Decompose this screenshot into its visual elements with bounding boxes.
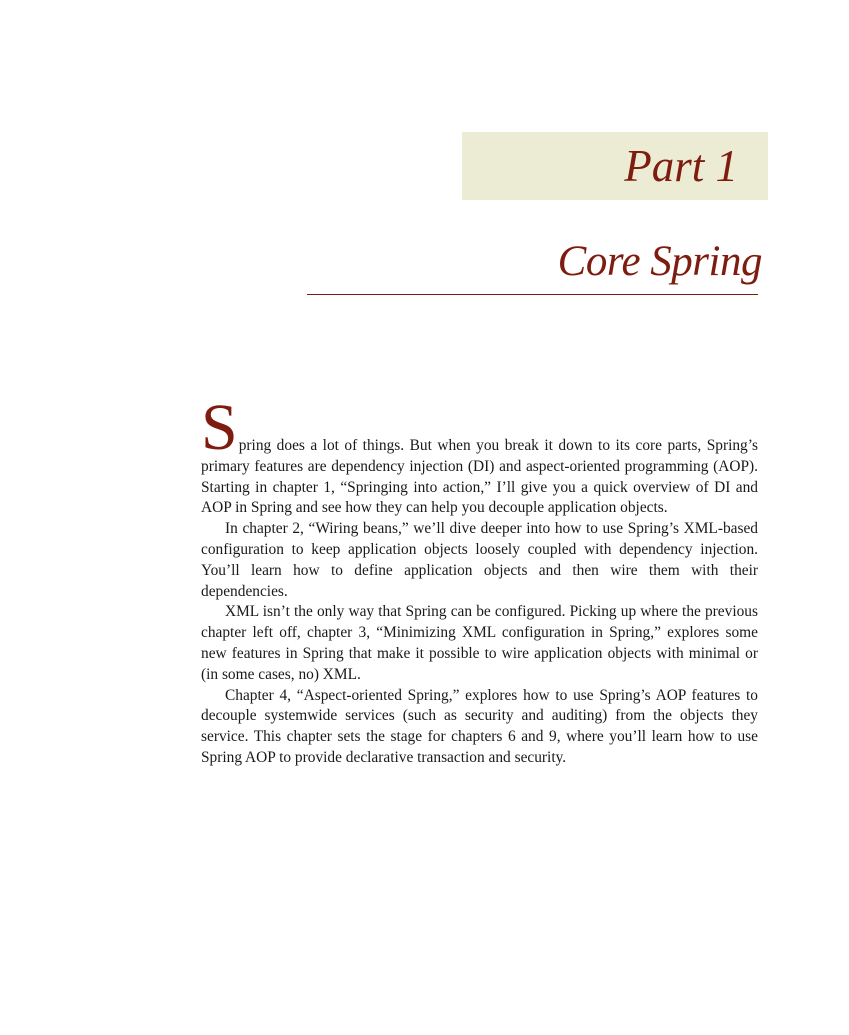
part-introduction xyxy=(201,391,758,769)
title-divider xyxy=(307,294,758,295)
part-label: Part 1 xyxy=(624,141,738,191)
drop-cap: S xyxy=(201,391,238,464)
part-title: Core Spring xyxy=(557,238,762,285)
intro-paragraph-3: XML isn’t the only way that Spring can be configured. Picking up where the previous chapter left off, chapter 3, “Minimizing XML configuration in Spring,” explores some new features in Spring that make it possible to wire application objects with minimal or (in some cases, no) XML. xyxy=(201,603,758,683)
intro-paragraph-1-text: pring does a lot of things. But when you break it down to its core parts, Spring’s primary features are dependency injection (DI) and aspect-oriented programming (AOP). Starting in chapter 1, “Springing into action,” I’ll give you a quick overview of DI and AOP in Spring and see how they can help you decouple application objects. xyxy=(201,437,758,517)
intro-paragraph-2: In chapter 2, “Wiring beans,” we’ll dive deeper into how to use Spring’s XML-based configuration to keep application objects loosely coupled with dependency injection. You’ll learn how to define application objects and then wire them with their dependencies. xyxy=(201,520,758,600)
intro-paragraph-1 xyxy=(201,391,758,519)
part-label-box xyxy=(462,132,768,200)
intro-paragraph-4: Chapter 4, “Aspect-oriented Spring,” explores how to use Spring’s AOP features to decouple systemwide services (such as security and auditing) from the objects they service. This chapter sets the stage for chapters 6 and 9, where you’ll learn how to use Spring AOP to provide declarative transaction and security. xyxy=(201,686,758,766)
